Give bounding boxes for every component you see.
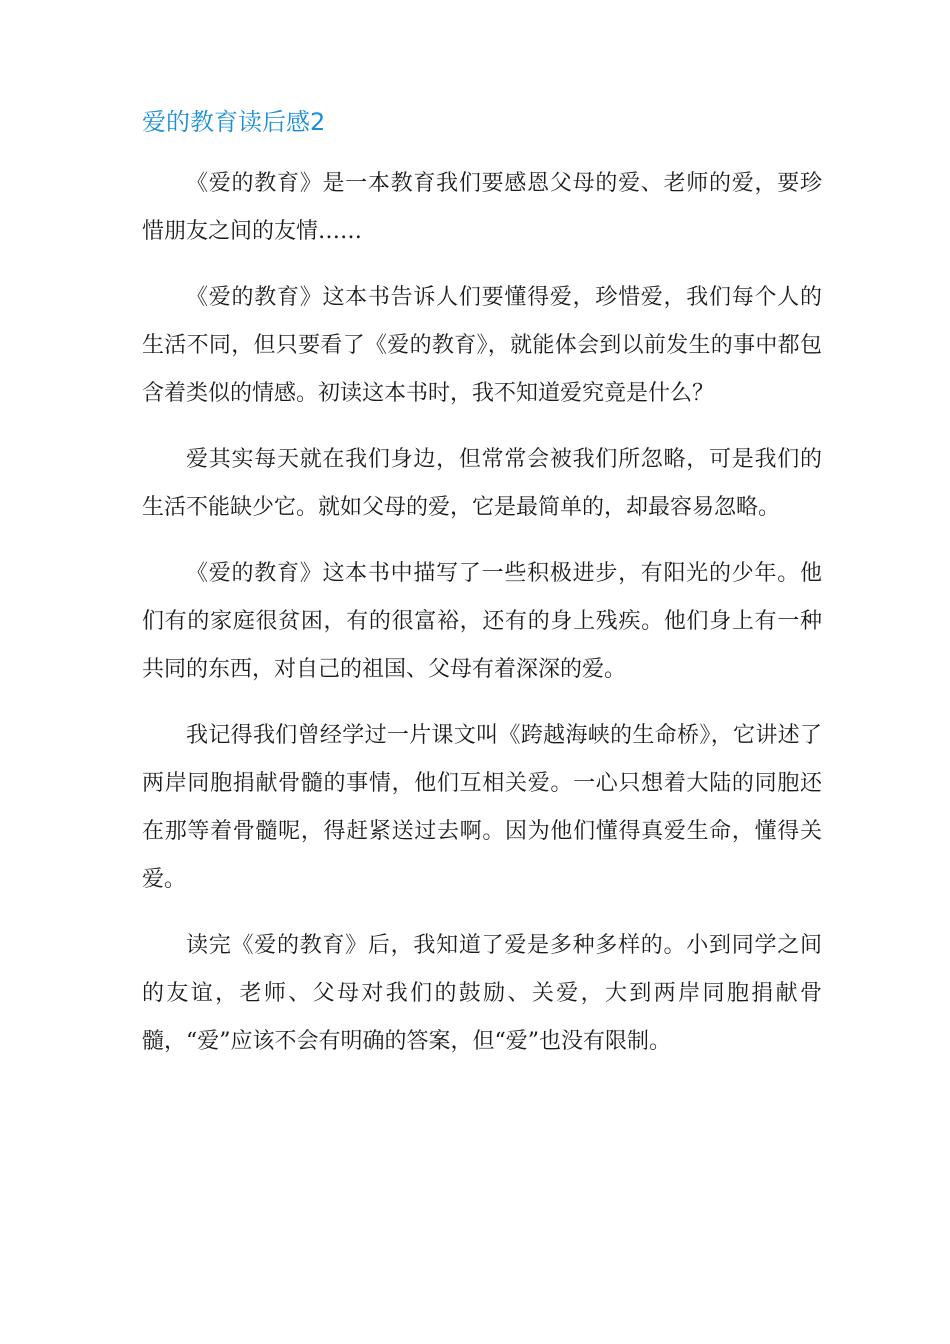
paragraph-6: 读完《爱的教育》后，我知道了爱是多种多样的。小到同学之间的友谊，老师、父母对我们的鼓励、关爱，大到两岸同胞捐献骨髓，“爱”应该不会有明确的答案，但“爱”也没有限制。 [142,933,822,1054]
paragraph-3: 爱其实每天就在我们身边，但常常会被我们所忽略，可是我们的生活不能缺少它。就如父母的爱，它是最简单的，却最容易忽略。 [142,447,822,520]
document-body [142,160,822,1084]
paragraph-2: 《爱的教育》这本书告诉人们要懂得爱，珍惜爱，我们每个人的生活不同，但只要看了《爱的教育》，就能体会到以前发生的事中都包含着类似的情感。初读这本书时，我不知道爱究竟是什么？ [142,285,822,406]
paragraph-5: 我记得我们曾经学过一片课文叫《跨越海峡的生命桥》，它讲述了两岸同胞捐献骨髓的事情，他们互相关爱。一心只想着大陆的同胞还在那等着骨髓呢，得赶紧送过去啊。因为他们懂得真爱生命，懂得关爱。 [142,723,822,892]
paragraph-1: 《爱的教育》是一本教育我们要感恩父母的爱、老师的爱，要珍惜朋友之间的友情…… [142,171,822,244]
paragraph-4: 《爱的教育》这本书中描写了一些积极进步，有阳光的少年。他们有的家庭很贫困，有的很富裕，还有的身上残疾。他们身上有一种共同的东西，对自己的祖国、父母有着深深的爱。 [142,561,822,682]
document-title: 爱的教育读后感2 [142,108,326,136]
